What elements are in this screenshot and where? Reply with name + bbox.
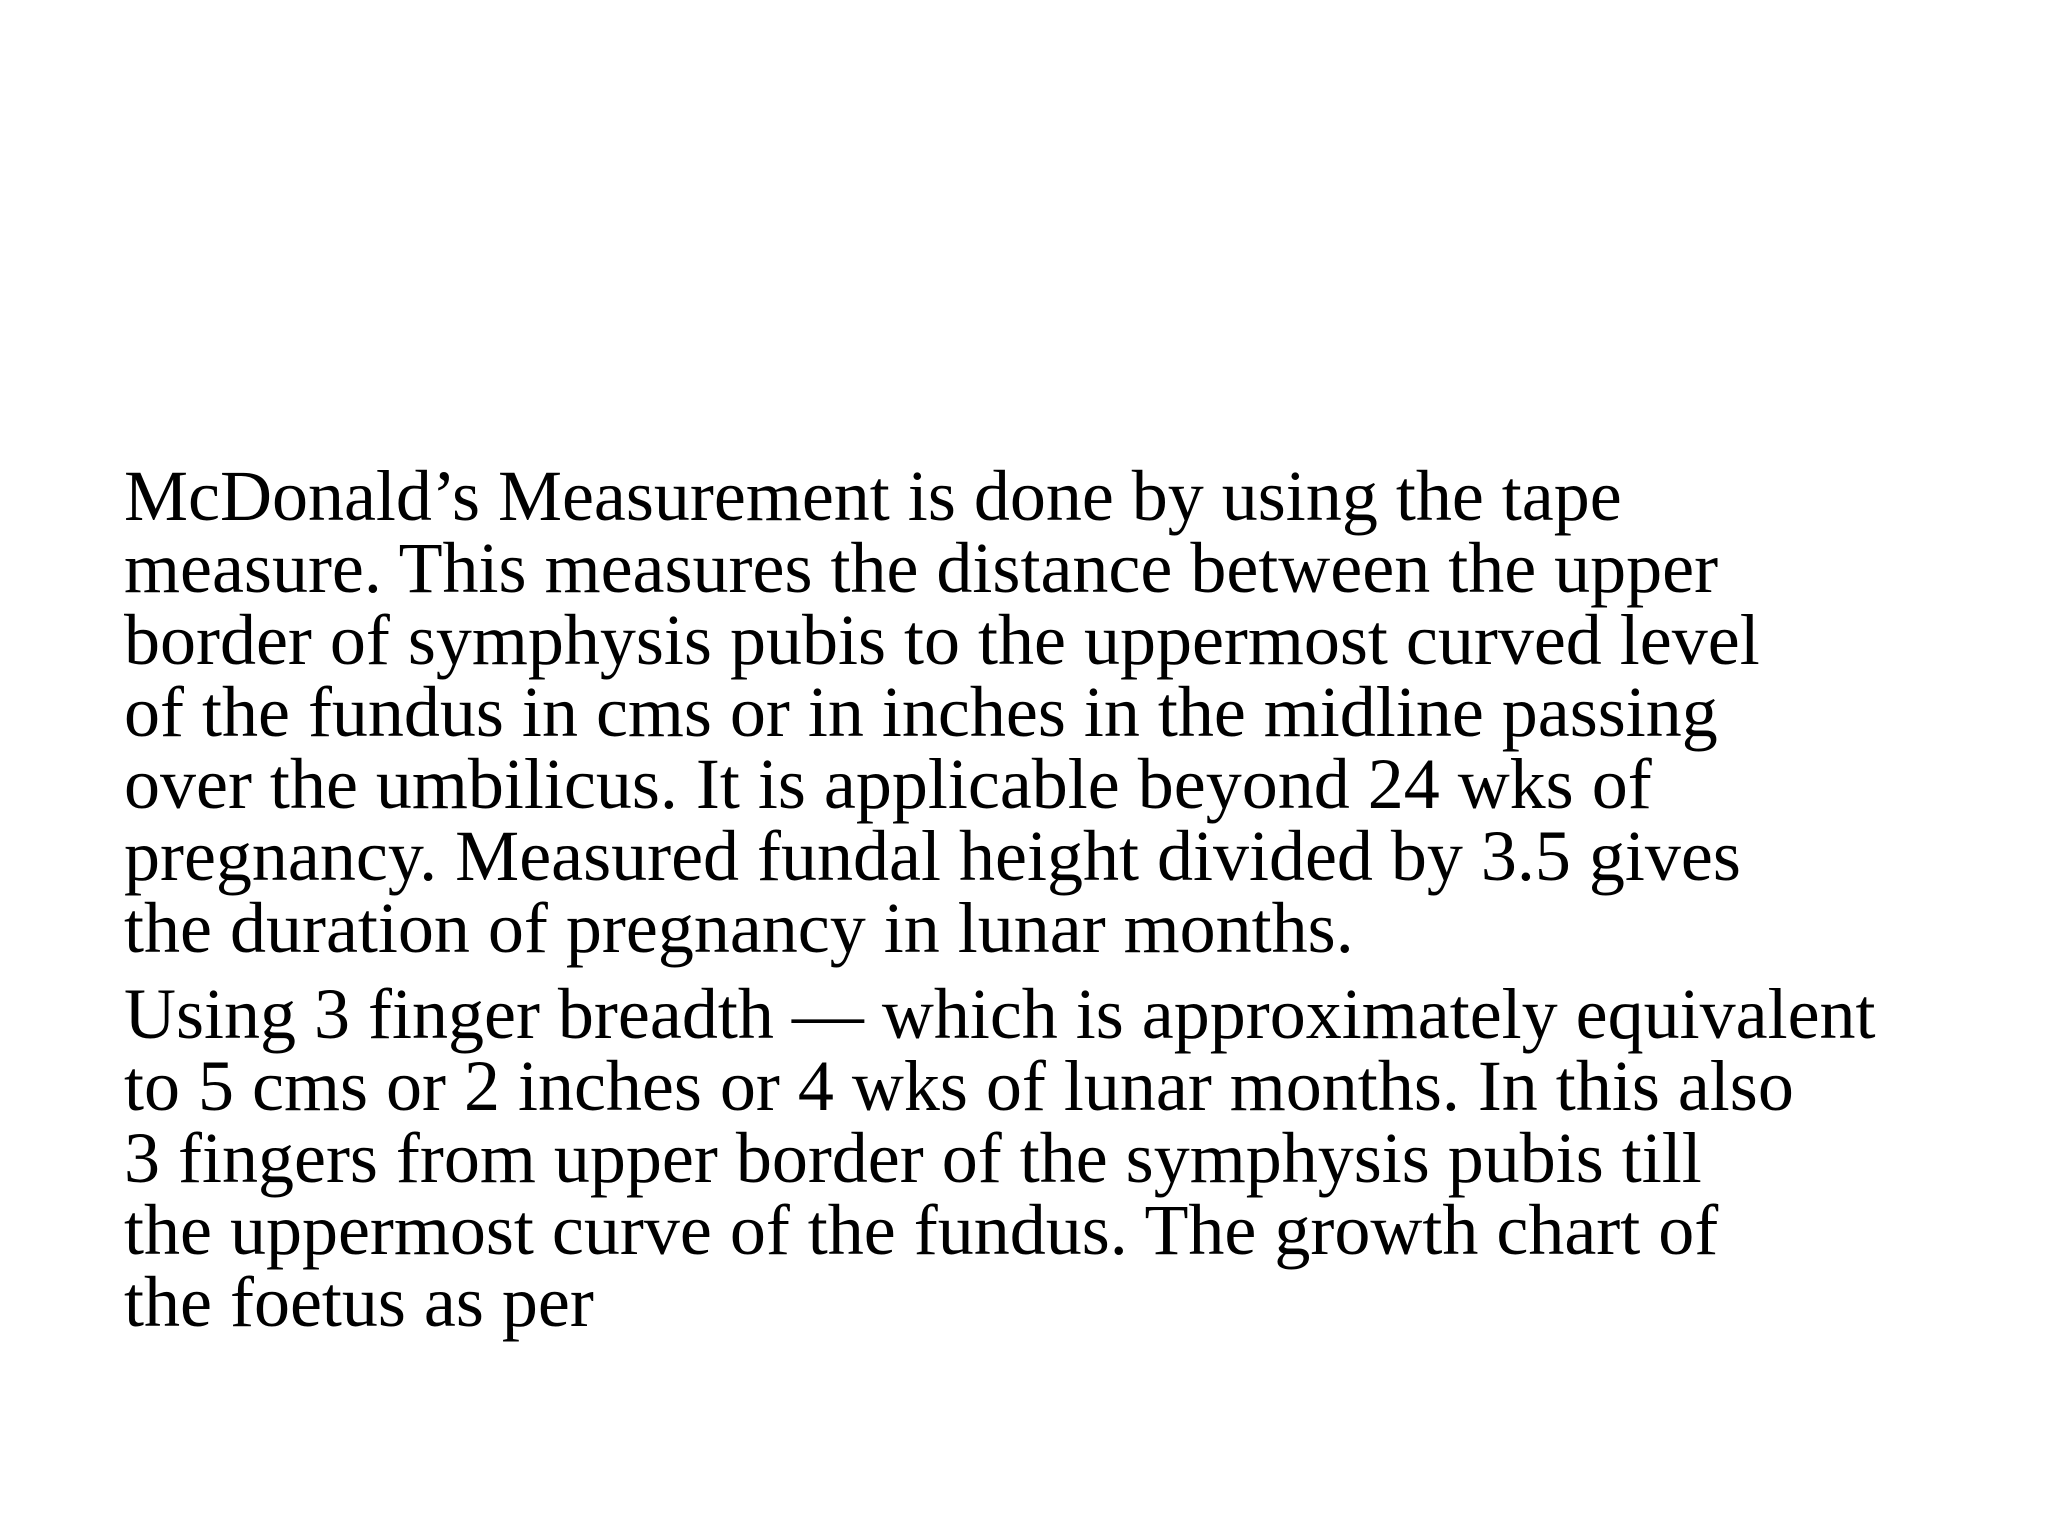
text-line: measure. This measures the distance between the upper	[124, 528, 1719, 608]
text-line: 3 fingers from upper border of the symphysis pubis till	[124, 1118, 1702, 1198]
text-line: McDonald’s Measurement is done by using the tape	[124, 456, 1622, 536]
text-line: the uppermost curve of the fundus. The growth chart of	[124, 1190, 1719, 1270]
text-line: of the fundus in cms or in inches in the midline passing	[124, 672, 1718, 752]
text-line: Using 3 finger breadth — which is approximately equivalent	[124, 974, 1876, 1054]
text-line: the duration of pregnancy in lunar months.	[124, 888, 1354, 968]
paragraph-finger-breadth	[124, 974, 1954, 1342]
text-line: border of symphysis pubis to the uppermost curved level	[124, 600, 1760, 680]
text-line: pregnancy. Measured fundal height divided by 3.5 gives	[124, 816, 1741, 896]
paragraph-mcdonalds-measurement	[124, 456, 1954, 968]
text-line: to 5 cms or 2 inches or 4 wks of lunar months. In this also	[124, 1046, 1794, 1126]
text-line: over the umbilicus. It is applicable beyond 24 wks of	[124, 744, 1652, 824]
slide-body	[124, 456, 1954, 1342]
text-line: the foetus as per	[124, 1262, 594, 1342]
